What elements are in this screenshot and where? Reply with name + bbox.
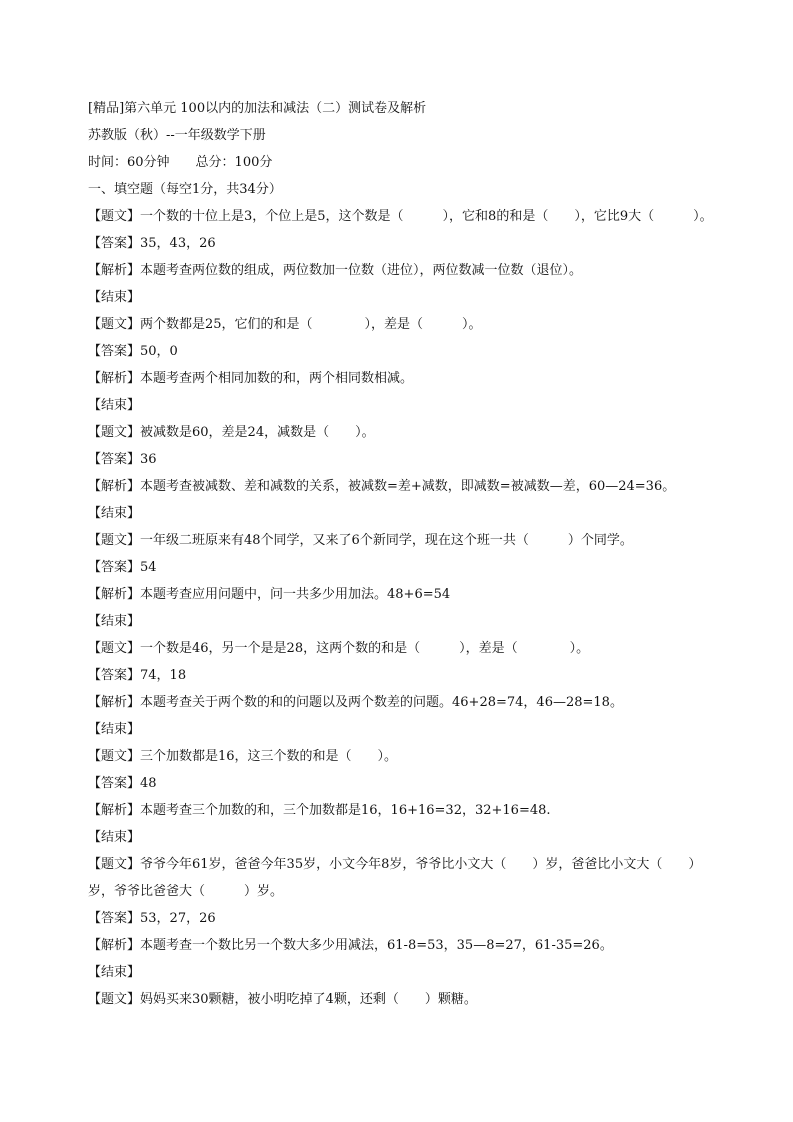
answer-text: 74，18 (140, 668, 187, 683)
answer-1 (88, 230, 768, 257)
question-tag: 【题文】 (88, 749, 141, 764)
analysis-1 (88, 257, 768, 284)
analysis-3 (88, 473, 768, 500)
answer-tag: 【答案】 (88, 911, 141, 926)
question-text: 被减数是60，差是24，减数是（ ）。 (140, 425, 375, 440)
answer-6 (88, 770, 768, 797)
answer-text: 54 (140, 560, 157, 575)
time-score-info: 时间：60分钟 总分：100分 (88, 155, 273, 170)
question-tag: 【题文】 (88, 641, 141, 656)
analysis-5 (88, 689, 768, 716)
answer-tag: 【答案】 (88, 560, 141, 575)
answer-text: 48 (140, 776, 157, 791)
question-1 (88, 203, 768, 230)
question-8 (88, 986, 768, 1013)
analysis-tag: 【解析】 (88, 695, 141, 710)
question-4 (88, 527, 768, 554)
analysis-text: 本题考查一个数比另一个数大多少用减法，61-8=53，35—8=27，61-35=26。 (140, 938, 613, 953)
analysis-tag: 【解析】 (88, 803, 141, 818)
section-heading: 一、填空题（每空1分，共34分） (88, 182, 282, 197)
end-marker-3: 【结束】 (88, 506, 141, 521)
question-tag: 【题文】 (88, 857, 141, 872)
question-tag: 【题文】 (88, 209, 141, 224)
question-tag: 【题文】 (88, 992, 141, 1007)
end-marker-5: 【结束】 (88, 722, 141, 737)
answer-text: 35，43，26 (140, 236, 216, 251)
end-marker-4: 【结束】 (88, 614, 141, 629)
document-title: [精品]第六单元 100以内的加法和减法（二）测试卷及解析 (88, 101, 427, 116)
question-text: 两个数都是25，它们的和是（ ），差是（ ）。 (140, 317, 482, 332)
answer-3 (88, 446, 768, 473)
answer-5 (88, 662, 768, 689)
question-text: 一个数的十位上是3，个位上是5，这个数是（ ），它和8的和是（ ），它比9大（ ）。 (140, 209, 713, 224)
end-marker-1: 【结束】 (88, 290, 141, 305)
question-text: 一年级二班原来有48个同学，又来了6个新同学，现在这个班一共（ ）个同学。 (140, 533, 633, 548)
analysis-2 (88, 365, 768, 392)
answer-tag: 【答案】 (88, 452, 141, 467)
question-tag: 【题文】 (88, 533, 141, 548)
question-text: 一个数是46，另一个是是28，这两个数的和是（ ），差是（ ）。 (140, 641, 590, 656)
analysis-tag: 【解析】 (88, 479, 141, 494)
analysis-text: 本题考查关于两个数的和的问题以及两个数差的问题。46+28=74，46—28=18。 (140, 695, 623, 710)
document-subtitle: 苏教版（秋）--一年级数学下册 (88, 128, 266, 143)
answer-text: 36 (140, 452, 157, 467)
document-page (88, 95, 768, 1013)
question-text: 爷爷今年61岁，爸爸今年35岁，小文今年8岁，爷爷比小文大（ ）岁，爸爸比小文大（ ） (140, 857, 702, 872)
question-5 (88, 635, 768, 662)
analysis-tag: 【解析】 (88, 371, 141, 386)
answer-tag: 【答案】 (88, 344, 141, 359)
end-marker-7: 【结束】 (88, 965, 141, 980)
end-marker-2: 【结束】 (88, 398, 141, 413)
end-marker-6: 【结束】 (88, 830, 141, 845)
answer-tag: 【答案】 (88, 776, 141, 791)
analysis-text: 本题考查应用问题中，问一共多少用加法。48+6=54 (140, 587, 451, 602)
answer-tag: 【答案】 (88, 668, 141, 683)
analysis-6 (88, 797, 768, 824)
question-3 (88, 419, 768, 446)
analysis-4 (88, 581, 768, 608)
analysis-text: 本题考查三个加数的和，三个加数都是16，16+16=32，32+16=48. (140, 803, 551, 818)
question-7-continued: 岁，爷爷比爸爸大（ ）岁。 (88, 884, 284, 899)
answer-4 (88, 554, 768, 581)
question-tag: 【题文】 (88, 317, 141, 332)
answer-2 (88, 338, 768, 365)
question-tag: 【题文】 (88, 425, 141, 440)
analysis-tag: 【解析】 (88, 263, 141, 278)
analysis-text: 本题考查两个相同加数的和，两个相同数相减。 (140, 371, 414, 386)
question-6 (88, 743, 768, 770)
answer-text: 50，0 (140, 344, 178, 359)
answer-text: 53，27，26 (140, 911, 216, 926)
question-text: 妈妈买来30颗糖，被小明吃掉了4颗，还剩（ ）颗糖。 (140, 992, 477, 1007)
analysis-7 (88, 932, 768, 959)
question-7 (88, 851, 768, 878)
question-text: 三个加数都是16，这三个数的和是（ ）。 (140, 749, 398, 764)
analysis-tag: 【解析】 (88, 587, 141, 602)
analysis-text: 本题考查两位数的组成，两位数加一位数（进位），两位数减一位数（退位）。 (140, 263, 583, 278)
answer-7 (88, 905, 768, 932)
analysis-text: 本题考查被减数、差和减数的关系，被减数=差+减数，即减数=被减数—差，60—24=36。 (140, 479, 676, 494)
question-2 (88, 311, 768, 338)
answer-tag: 【答案】 (88, 236, 141, 251)
analysis-tag: 【解析】 (88, 938, 141, 953)
